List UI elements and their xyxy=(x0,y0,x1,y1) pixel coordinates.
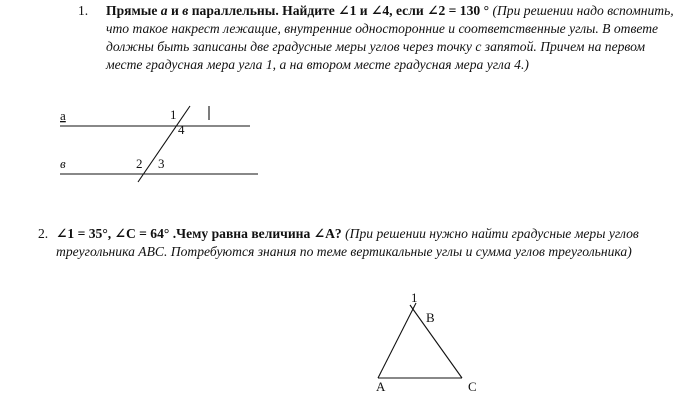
angle-4-label: 4 xyxy=(178,122,185,137)
angle-1-label: 1 xyxy=(170,107,177,122)
problem-1-line-a-symbol: а xyxy=(160,3,168,18)
side-ab-extended xyxy=(378,303,416,378)
angle-2-label: 2 xyxy=(136,156,143,171)
problem-2-hint: (При решении нужно найти градусные меры углов треугольника ABC. Потребуются знания по теме вертикальные углы и сумма углов треугольника) xyxy=(56,226,639,259)
problem-1-number: 1. xyxy=(78,3,89,18)
line-b-label: в xyxy=(60,156,66,171)
vertex-b-label: B xyxy=(426,310,435,325)
problem-1-statement-part-2: и xyxy=(167,3,183,18)
problem-1-line-b-symbol: в xyxy=(182,3,189,18)
vertex-c-label: C xyxy=(468,379,477,394)
angle-1-label-triangle: 1 xyxy=(411,290,418,305)
vertex-a-label: A xyxy=(376,379,386,394)
side-bc-extended xyxy=(410,305,462,378)
angle-3-label: 3 xyxy=(158,156,165,171)
problem-1-statement-part-3: параллельны. Найдите ∠1 и ∠4, если ∠2 = 130 ° xyxy=(188,3,490,18)
problem-2-number: 2. xyxy=(38,226,49,241)
problem-1-statement-part-1: Прямые xyxy=(106,3,161,18)
problem-1-hint: (При решении надо вспомнить, что такое накрест лежащие, внутренние односторонние и соответственные углы. В ответе должны быть записаны две градусные меры углов через точку с запятой. Причем на первом месте градусная мера угла 1, а на втором месте градусная мера угла 4.) xyxy=(106,3,674,72)
line-a-label: а xyxy=(60,108,66,123)
problem-2-statement: ∠1 = 35°, ∠C = 64° .Чему равна величина ∠A? xyxy=(56,226,342,241)
